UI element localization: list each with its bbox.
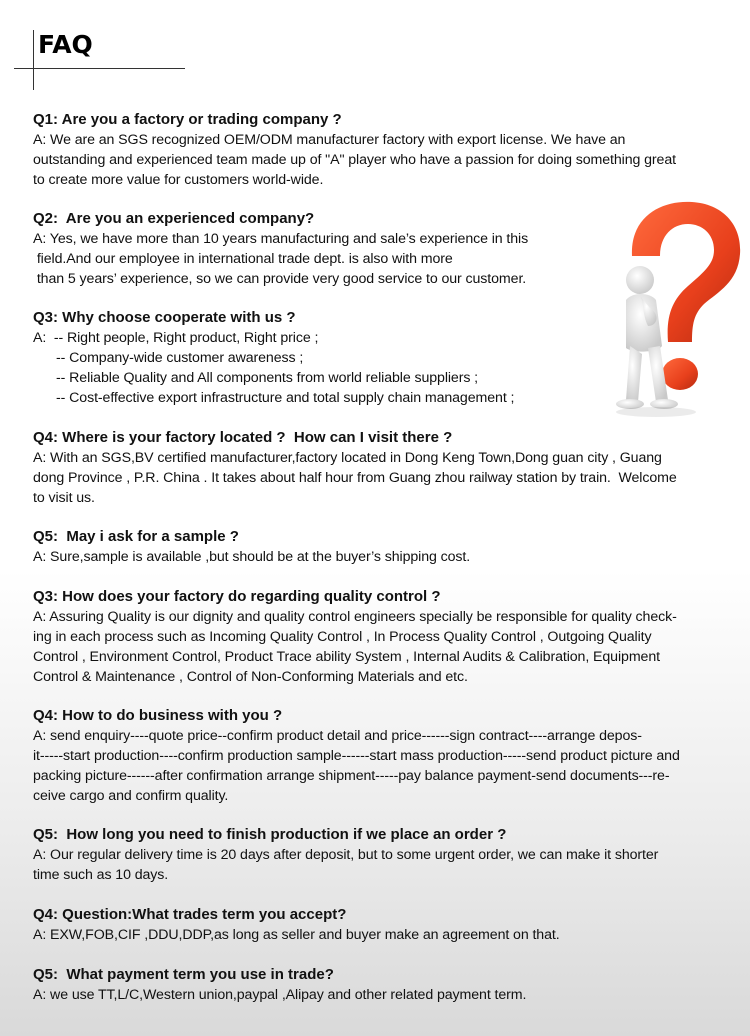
faq-answer-line: than 5 years’ experience, so we can provide very good service to our customer. [33,271,527,287]
faq-question: Q4: How to do business with you ? [33,707,283,724]
faq-item [33,428,733,508]
page-title: FAQ [38,30,93,59]
faq-question: Q5: May i ask for a sample ? [33,528,239,545]
faq-answer-line: -- Reliable Quality and All components from world reliable suppliers ; [33,370,479,386]
title-horizontal-rule [14,68,185,69]
faq-answer-line: A: Yes, we have more than 10 years manufacturing and sale’s experience in this [33,231,529,247]
faq-question: Q5: What payment term you use in trade? [33,966,334,983]
faq-item [33,587,733,687]
faq-answer-line: to create more value for customers world-wide. [33,172,324,188]
thinking-person-question-mark-icon [592,196,742,422]
faq-answer-line: A: Our regular delivery time is 20 days after deposit, but to some urgent order, we can make it shorter [33,847,659,863]
faq-answer-line: time such as 10 days. [33,867,169,883]
faq-answer-line: -- Cost-effective export infrastructure and total supply chain management ; [33,390,515,406]
faq-question: Q3: How does your factory do regarding quality control ? [33,588,441,605]
faq-question: Q5: How long you need to finish production if we place an order ? [33,826,507,843]
faq-item [33,965,733,1005]
faq-answer-line: outstanding and experienced team made up of "A" player who have a passion for doing something great [33,152,676,168]
faq-answer-line: -- Company-wide customer awareness ; [33,350,304,366]
faq-answer-line: A: -- Right people, Right product, Right price ; [33,330,319,346]
faq-answer-line: A: EXW,FOB,CIF ,DDU,DDP,as long as seller and buyer make an agreement on that. [33,927,560,943]
faq-answer-line: A: Assuring Quality is our dignity and quality control engineers specially be responsible for quality check- [33,609,677,625]
faq-answer-line: A: we use TT,L/C,Western union,paypal ,Alipay and other related payment term. [33,987,527,1003]
title-vertical-rule [33,30,34,90]
faq-answer-line: Control & Maintenance , Control of Non-Conforming Materials and etc. [33,669,468,685]
faq-answer-line: Control , Environment Control, Product Trace ability System , Internal Audits & Calibration, Equipment [33,649,660,665]
faq-answer-line: A: We are an SGS recognized OEM/ODM manufacturer factory with export license. We have an [33,132,626,148]
faq-item [33,706,733,806]
faq-answer-line: A: With an SGS,BV certified manufacturer,factory located in Dong Keng Town,Dong guan city , Guang [33,450,662,466]
faq-answer-line: A: send enquiry----quote price--confirm product detail and price------sign contract----arrange depos- [33,728,642,744]
faq-item [33,110,733,190]
faq-answer-line: it-----start production----confirm production sample------start mass production-----send product picture and [33,748,680,764]
faq-answer-line: A: Sure,sample is available ,but should be at the buyer’s shipping cost. [33,549,471,565]
faq-answer-line: ceive cargo and confirm quality. [33,788,229,804]
faq-question: Q2: Are you an experienced company? [33,210,315,227]
faq-answer-line: to visit us. [33,490,95,506]
faq-question: Q1: Are you a factory or trading company ? [33,111,342,128]
faq-item [33,905,733,945]
faq-answer-line: ing in each process such as Incoming Quality Control , In Process Quality Control , Outgoing Quality [33,629,652,645]
faq-answer-line: field.And our employee in international trade dept. is also with more [33,251,453,267]
faq-item [33,527,733,567]
faq-answer-line: packing picture------after confirmation arrange shipment-----pay balance payment-send documents---re- [33,768,670,784]
faq-question: Q4: Question:What trades term you accept? [33,906,347,923]
faq-answer-line: dong Province , P.R. China . It takes about half hour from Guang zhou railway station by train. Welcome [33,470,677,486]
faq-question: Q3: Why choose cooperate with us ? [33,309,296,326]
faq-item [33,825,733,885]
faq-question: Q4: Where is your factory located ? How can I visit there ? [33,429,453,446]
